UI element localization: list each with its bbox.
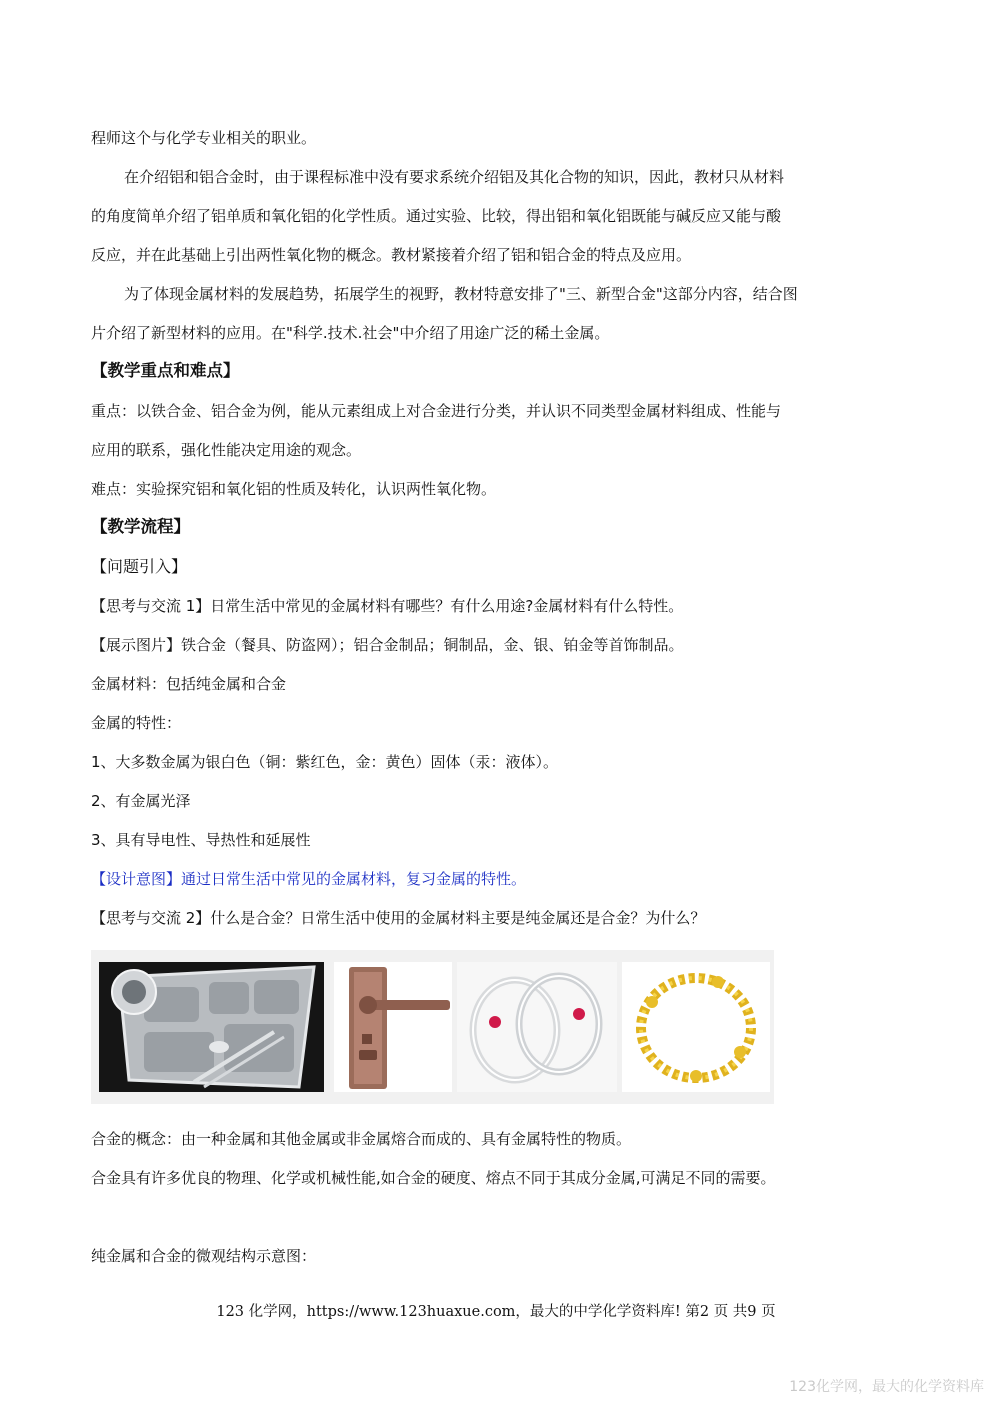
list-item: 2、有金属光泽 bbox=[91, 792, 191, 810]
alloy-properties: 合金具有许多优良的物理、化学或机械性能,如合金的硬度、熔点不同于其成分金属,可满足不同的需要。 bbox=[91, 1169, 776, 1187]
gold-bracelet-photo bbox=[622, 962, 770, 1092]
text-line: 应用的联系，强化性能决定用途的观念。 bbox=[91, 441, 362, 459]
list-item: 1、大多数金属为银白色（铜：紫红色，金：黄色）固体（汞：液体）。 bbox=[91, 753, 559, 771]
text-line: 的角度简单介绍了铝单质和氧化铝的化学性质。通过实验、比较，得出铝和氧化铝既能与碱反应又能与酸 bbox=[91, 207, 782, 225]
show-images-text: 【展示图片】铁合金（餐具、防盗网）；铝合金制品；铜制品，金、银、铂金等首饰制品。 bbox=[91, 636, 684, 654]
silver-rings-photo bbox=[457, 962, 617, 1092]
text-line: 反应，并在此基础上引出两性氧化物的概念。教材紧接着介绍了铝和铝合金的特点及应用。 bbox=[91, 246, 692, 264]
design-intent-text: 【设计意图】通过日常生活中常见的金属材料，复习金属的特性。 bbox=[91, 870, 527, 888]
metal-products-image bbox=[91, 950, 774, 1104]
steel-tableware-photo bbox=[99, 962, 324, 1092]
paragraph-new-alloys: 为了体现金属材料的发展趋势，拓展学生的视野，教材特意安排了"三、新型合金"这部分内容，结合图 bbox=[124, 285, 798, 303]
text-line: 片介绍了新型材料的应用。在"科学.技术.社会"中介绍了用途广泛的稀土金属。 bbox=[91, 324, 610, 342]
discussion-1: 【思考与交流 1】日常生活中常见的金属材料有哪些？有什么用途?金属材料有什么特性。 bbox=[91, 597, 684, 615]
section-heading-key-points: 【教学重点和难点】 bbox=[91, 361, 240, 380]
alloy-definition: 合金的概念：由一种金属和其他金属或非金属熔合而成的、具有金属特性的物质。 bbox=[91, 1130, 632, 1148]
text-line: 金属的特性： bbox=[91, 714, 182, 732]
paragraph-aluminum: 在介绍铝和铝合金时，由于课程标准中没有要求系统介绍铝及其化合物的知识，因此，教材只从材料 bbox=[124, 168, 785, 186]
list-item: 3、具有导电性、导热性和延展性 bbox=[91, 831, 311, 849]
discussion-2: 【思考与交流 2】什么是合金？日常生活中使用的金属材料主要是纯金属还是合金？为什么？ bbox=[91, 909, 706, 927]
section-heading-process: 【教学流程】 bbox=[91, 517, 190, 536]
copper-door-handle-photo bbox=[334, 962, 452, 1092]
text-line: 金属材料：包括纯金属和合金 bbox=[91, 675, 287, 693]
text-line: 程师这个与化学专业相关的职业。 bbox=[91, 129, 317, 147]
key-point-text: 重点：以铁合金、铝合金为例，能从元素组成上对合金进行分类，并认识不同类型金属材料组成、性能与 bbox=[91, 402, 782, 420]
watermark: 123化学网，最大的化学资料库 bbox=[789, 1379, 984, 1395]
page-footer: 123 化学网，https://www.123huaxue.com，最大的中学化学资料库! 第2 页 共9 页 bbox=[216, 1304, 776, 1320]
subheading-intro: 【问题引入】 bbox=[91, 557, 188, 576]
microstructure-caption: 纯金属和合金的微观结构示意图： bbox=[91, 1247, 317, 1265]
difficulty-text: 难点：实验探究铝和氧化铝的性质及转化，认识两性氧化物。 bbox=[91, 480, 497, 498]
